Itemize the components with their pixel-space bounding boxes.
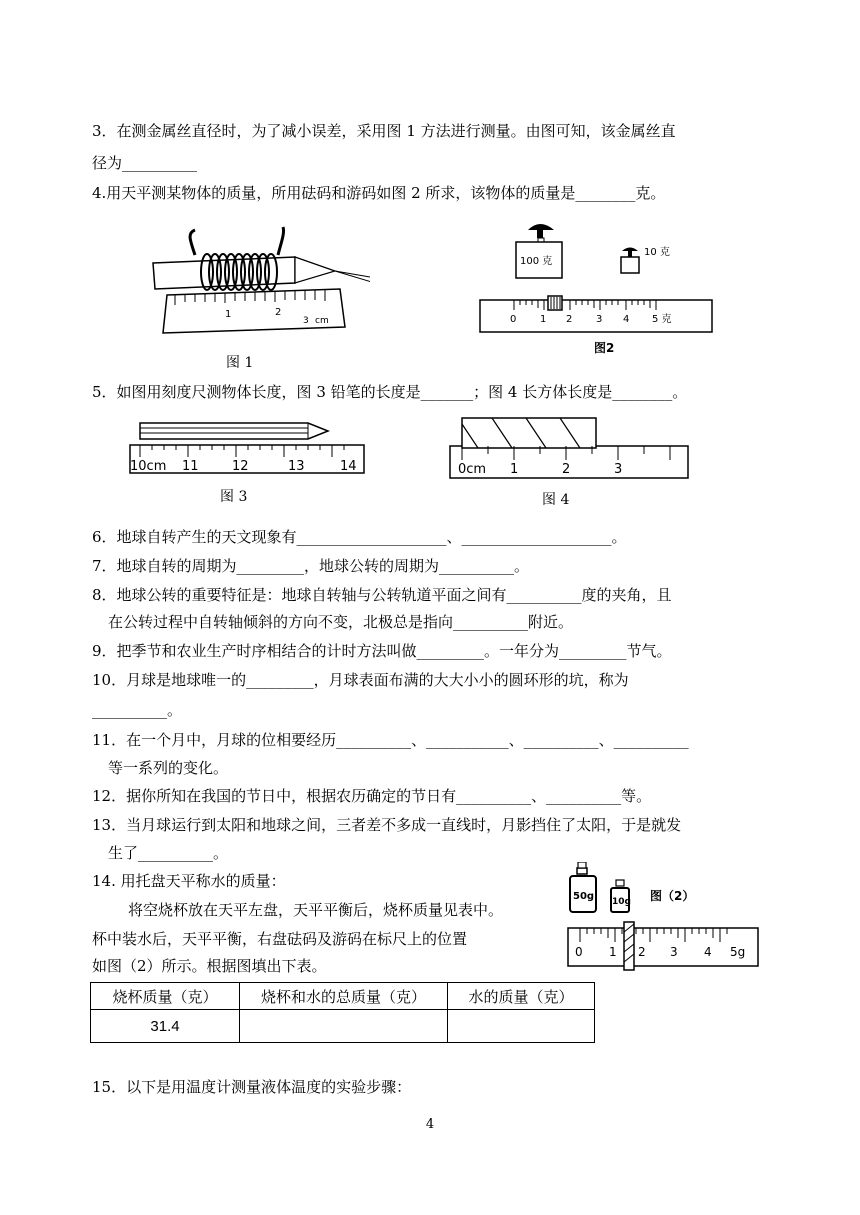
- figq14-scale-label: 2: [638, 945, 646, 959]
- question-5: 5．如图用刻度尺测物体长度，图 3 铅笔的长度是_______；图 4 长方体长度是________。: [92, 383, 688, 401]
- fig2-scale-label: 1: [540, 314, 547, 325]
- figure-1-caption: 图 1: [226, 355, 254, 371]
- fig2-scale-label: 4: [623, 314, 630, 325]
- table-header-row: [91, 983, 595, 1010]
- figure-3-caption: 图 3: [220, 489, 248, 505]
- figq14-weight-big-label: 50g: [573, 891, 595, 902]
- question-3-line2: 径为__________: [92, 154, 198, 172]
- fig2-scale-label: 3: [596, 314, 603, 325]
- figq14-scale-label: 4: [704, 945, 712, 959]
- table-cell-beaker-mass: 31.4: [91, 1010, 240, 1043]
- fig2-weight-small-label: 10 克: [644, 247, 670, 258]
- question-13-line2: 生了__________。: [108, 844, 229, 862]
- table-header-cell: 水的质量（克）: [448, 983, 595, 1010]
- question-8-line1: 8．地球公转的重要特征是：地球自转轴与公转轨道平面之间有__________度的夹角，且: [92, 586, 672, 604]
- table-header-cell: 烧杯和水的总质量（克）: [240, 983, 448, 1010]
- question-11-line2: 等一系列的变化。: [108, 759, 229, 777]
- figure-2: [476, 218, 716, 358]
- question-14-line4: 如图（2）所示。根据图填出下表。: [92, 957, 327, 975]
- fig4-ruler-label: 1: [510, 462, 519, 477]
- question-3-line1: 3．在测金属丝直径时，为了减小误差，采用图 1 方法进行测量。由图可知，该金属丝直: [92, 122, 676, 140]
- fig2-scale-label: 5 克: [652, 314, 672, 325]
- fig2-weight-big-label: 100 克: [520, 256, 553, 267]
- fig1-ruler-label: 2: [275, 307, 282, 318]
- question-8-line2: 在公转过程中自转轴倾斜的方向不变，北极总是指向__________附近。: [108, 613, 574, 631]
- fig4-ruler-label: 0cm: [458, 462, 487, 477]
- table-cell-water-mass[interactable]: [448, 1010, 595, 1043]
- question-11-line1: 11．在一个月中，月球的位相要经历__________、___________、__________、__________: [92, 731, 689, 749]
- question-14-line3: 杯中装水后，天平平衡，右盘砝码及游码在标尺上的位置: [92, 930, 468, 948]
- question-13-line1: 13．当月球运行到太阳和地球之间，三者差不多成一直线时，月影挡住了太阳，于是就发: [92, 816, 682, 834]
- figure-4-caption: 图 4: [542, 492, 570, 508]
- fig3-ruler-label: 10cm: [130, 459, 167, 474]
- fig2-scale-label: 2: [566, 314, 573, 325]
- question-10-line1: 10．月球是地球唯一的_________，月球表面布满的大大小小的圆环形的坑，称为: [92, 671, 629, 689]
- page-number: 4: [425, 1117, 435, 1132]
- fig4-ruler-label: 3: [614, 462, 623, 477]
- fig3-ruler-label: 14: [340, 459, 357, 474]
- table-header-cell: 烧杯质量（克）: [91, 983, 240, 1010]
- question-12: 12．据你所知在我国的节日中，根据农历确定的节日有__________、__________等。: [92, 787, 652, 805]
- mass-table: [90, 982, 595, 1043]
- question-4: 4.用天平测某物体的质量，所用砝码和游码如图 2 所求，该物体的质量是________克。: [92, 184, 666, 202]
- question-14-line2: 将空烧杯放在天平左盘，天平平衡后，烧杯质量见表中。: [128, 901, 504, 919]
- question-9: 9．把季节和农业生产时序相结合的计时方法叫做_________。一年分为_________节气。: [92, 642, 672, 660]
- question-15: 15．以下是用温度计测量液体温度的实验步骤：: [92, 1078, 412, 1096]
- fig1-ruler-label: 1: [225, 309, 232, 320]
- figure-q14-scale: [562, 862, 762, 972]
- question-14-line1: 14. 用托盘天平称水的质量：: [92, 872, 286, 890]
- figq14-weight-small-label: 10g: [612, 897, 631, 907]
- figq14-scale-label: 3: [670, 945, 678, 959]
- figure-1: [145, 225, 370, 335]
- figq14-scale-label: 5g: [730, 945, 746, 959]
- figq14-scale-label: 1: [609, 945, 617, 959]
- table-cell-total-mass[interactable]: [240, 1010, 448, 1043]
- table-row: [91, 1010, 595, 1043]
- fig3-ruler-label: 12: [232, 459, 249, 474]
- fig1-ruler-label: 3: [303, 316, 309, 326]
- figq14-scale-label: 0: [575, 945, 583, 959]
- fig2-caption: 图2: [594, 341, 615, 355]
- question-6: 6．地球自转产生的天文现象有____________________、____________________。: [92, 528, 627, 546]
- fig4-ruler-label: 2: [562, 462, 571, 477]
- question-7: 7．地球自转的周期为_________，地球公转的周期为__________。: [92, 557, 530, 575]
- figure-3: [128, 417, 368, 477]
- fig3-ruler-label: 13: [288, 459, 305, 474]
- question-10-line2: __________。: [92, 701, 183, 719]
- figq14-caption: 图（2）: [650, 889, 695, 903]
- fig1-ruler-label: cm: [315, 316, 329, 326]
- fig2-scale-label: 0: [510, 314, 517, 325]
- figure-4: [448, 416, 693, 482]
- fig3-ruler-label: 11: [182, 459, 199, 474]
